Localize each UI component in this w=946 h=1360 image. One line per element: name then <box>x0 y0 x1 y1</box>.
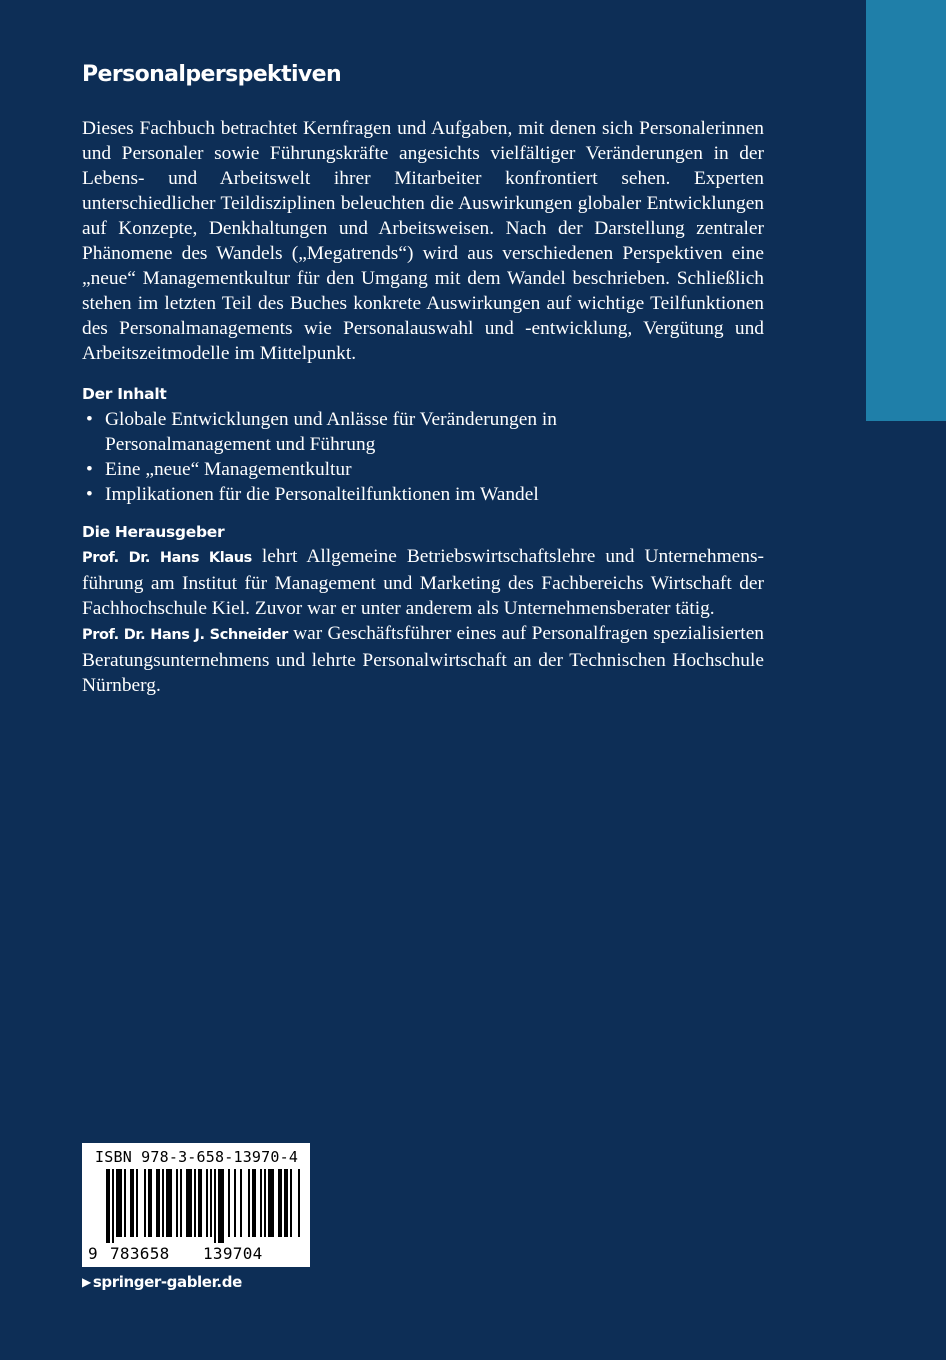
contents-list <box>82 407 764 507</box>
barcode-bar <box>166 1169 172 1237</box>
back-cover-content <box>82 60 764 698</box>
bullet-icon: • <box>86 484 93 505</box>
list-item <box>82 407 625 457</box>
barcode-bar <box>228 1169 230 1237</box>
barcode-bar <box>156 1169 160 1237</box>
barcode-bar <box>240 1169 242 1237</box>
barcode-bar <box>198 1169 202 1237</box>
barcode-bar <box>210 1169 212 1237</box>
barcode-bar <box>148 1169 152 1237</box>
isbn-label: ISBN 978-3-658-13970-4 <box>95 1148 299 1166</box>
contents-heading: Der Inhalt <box>82 385 167 403</box>
barcode-bar <box>264 1169 266 1237</box>
editor-bio-text: lehrt Allgemeine Betriebswirtschaftslehre und Unternehmensführung am Institut für Management und Marketing des Fachbereichs Wirtschaft der Fachhochschule Kiel. Zuvor war er unter anderem als Unternehmensberater tätig. <box>82 546 764 619</box>
list-item-text: Implikationen für die Personalteilfunktionen im Wandel <box>105 484 539 505</box>
barcode-digits-left: 783658 <box>110 1244 170 1263</box>
editor-bio-schneider <box>82 621 764 698</box>
barcode-bar <box>194 1169 196 1237</box>
barcode-bar <box>124 1169 126 1237</box>
accent-strip <box>866 0 946 421</box>
barcode-bar <box>136 1169 138 1237</box>
editor-bio-text: war Geschäftsführer eines auf Personalfragen spezialisierten Beratungsunternehmens und lehrte Personalwirtschaft an der Technischen Hochschule Nürnberg. <box>82 623 764 696</box>
list-item-text: Globale Entwicklungen und Anlässe für Veränderungen in Personalmanagement und Führung <box>105 409 557 455</box>
barcode-bar <box>180 1169 182 1237</box>
barcode-bar <box>162 1169 164 1237</box>
barcode-bar <box>268 1169 274 1237</box>
barcode-bar <box>278 1169 282 1237</box>
editor-bio-klaus <box>82 544 764 621</box>
barcode-digit-first: 9 <box>88 1244 98 1263</box>
arrow-right-icon: ▶ <box>82 1275 91 1289</box>
barcode-bar <box>176 1169 178 1237</box>
barcode-digits-right: 139704 <box>203 1244 263 1263</box>
list-item-text: Eine „neue“ Managementkultur <box>105 459 352 480</box>
editor-name: Prof. Dr. Hans Klaus <box>82 550 252 566</box>
barcode-bar <box>252 1169 256 1237</box>
barcode-icon <box>82 1169 310 1245</box>
editors-heading: Die Herausgeber <box>82 523 225 541</box>
barcode-bar <box>284 1169 288 1237</box>
isbn-barcode <box>82 1143 310 1267</box>
bullet-icon: • <box>86 409 93 430</box>
barcode-bar <box>106 1169 110 1243</box>
description-paragraph: Dieses Fachbuch betrachtet Kernfragen und Aufgaben, mit denen sich Personalerinnen und Personaler sowie Führungskräfte angesichts vielfältiger Veränderungen in der Lebens- und Arbeitswelt ihrer Mitarbeiter konfrontiert sehen. Experten unterschiedlicher Teildisziplinen beleuchten die Auswirkungen globaler Entwicklungen auf Konzepte, Denkhaltungen und Arbeitsweisen. Nach der Darstellung zentraler Phänomene des Wandels („Megatrends“) wird aus verschiedenen Perspektiven eine „neue“ Managementkultur für den Umgang mit dem Wandel beschrieben. Schließlich stehen im letzten Teil des Buches konkrete Auswirkungen auf wichtige Teilfunktionen des Personalmanagements wie Personalauswahl und -entwicklung, Vergütung und Arbeitszeitmodelle im Mittelpunkt. <box>82 118 764 364</box>
barcode-bar <box>116 1169 122 1237</box>
list-item <box>82 482 625 507</box>
publisher-link[interactable] <box>82 1271 242 1293</box>
barcode-bar <box>248 1169 250 1237</box>
barcode-bar <box>218 1169 224 1243</box>
barcode-bar <box>290 1169 292 1237</box>
barcode-bar <box>206 1169 208 1237</box>
barcode-bar <box>144 1169 146 1237</box>
list-item <box>82 457 625 482</box>
barcode-bar <box>234 1169 236 1237</box>
barcode-bar <box>298 1169 300 1237</box>
barcode-bar <box>130 1169 134 1237</box>
barcode-bar <box>260 1169 262 1237</box>
barcode-bar <box>214 1169 216 1243</box>
book-title: Personalperspektiven <box>82 62 342 87</box>
editor-name: Prof. Dr. Hans J. Schneider <box>82 627 288 643</box>
barcode-bar <box>112 1169 114 1243</box>
publisher-url: springer-gabler.de <box>92 1273 242 1291</box>
bullet-icon: • <box>86 459 93 480</box>
barcode-bar <box>186 1169 192 1237</box>
